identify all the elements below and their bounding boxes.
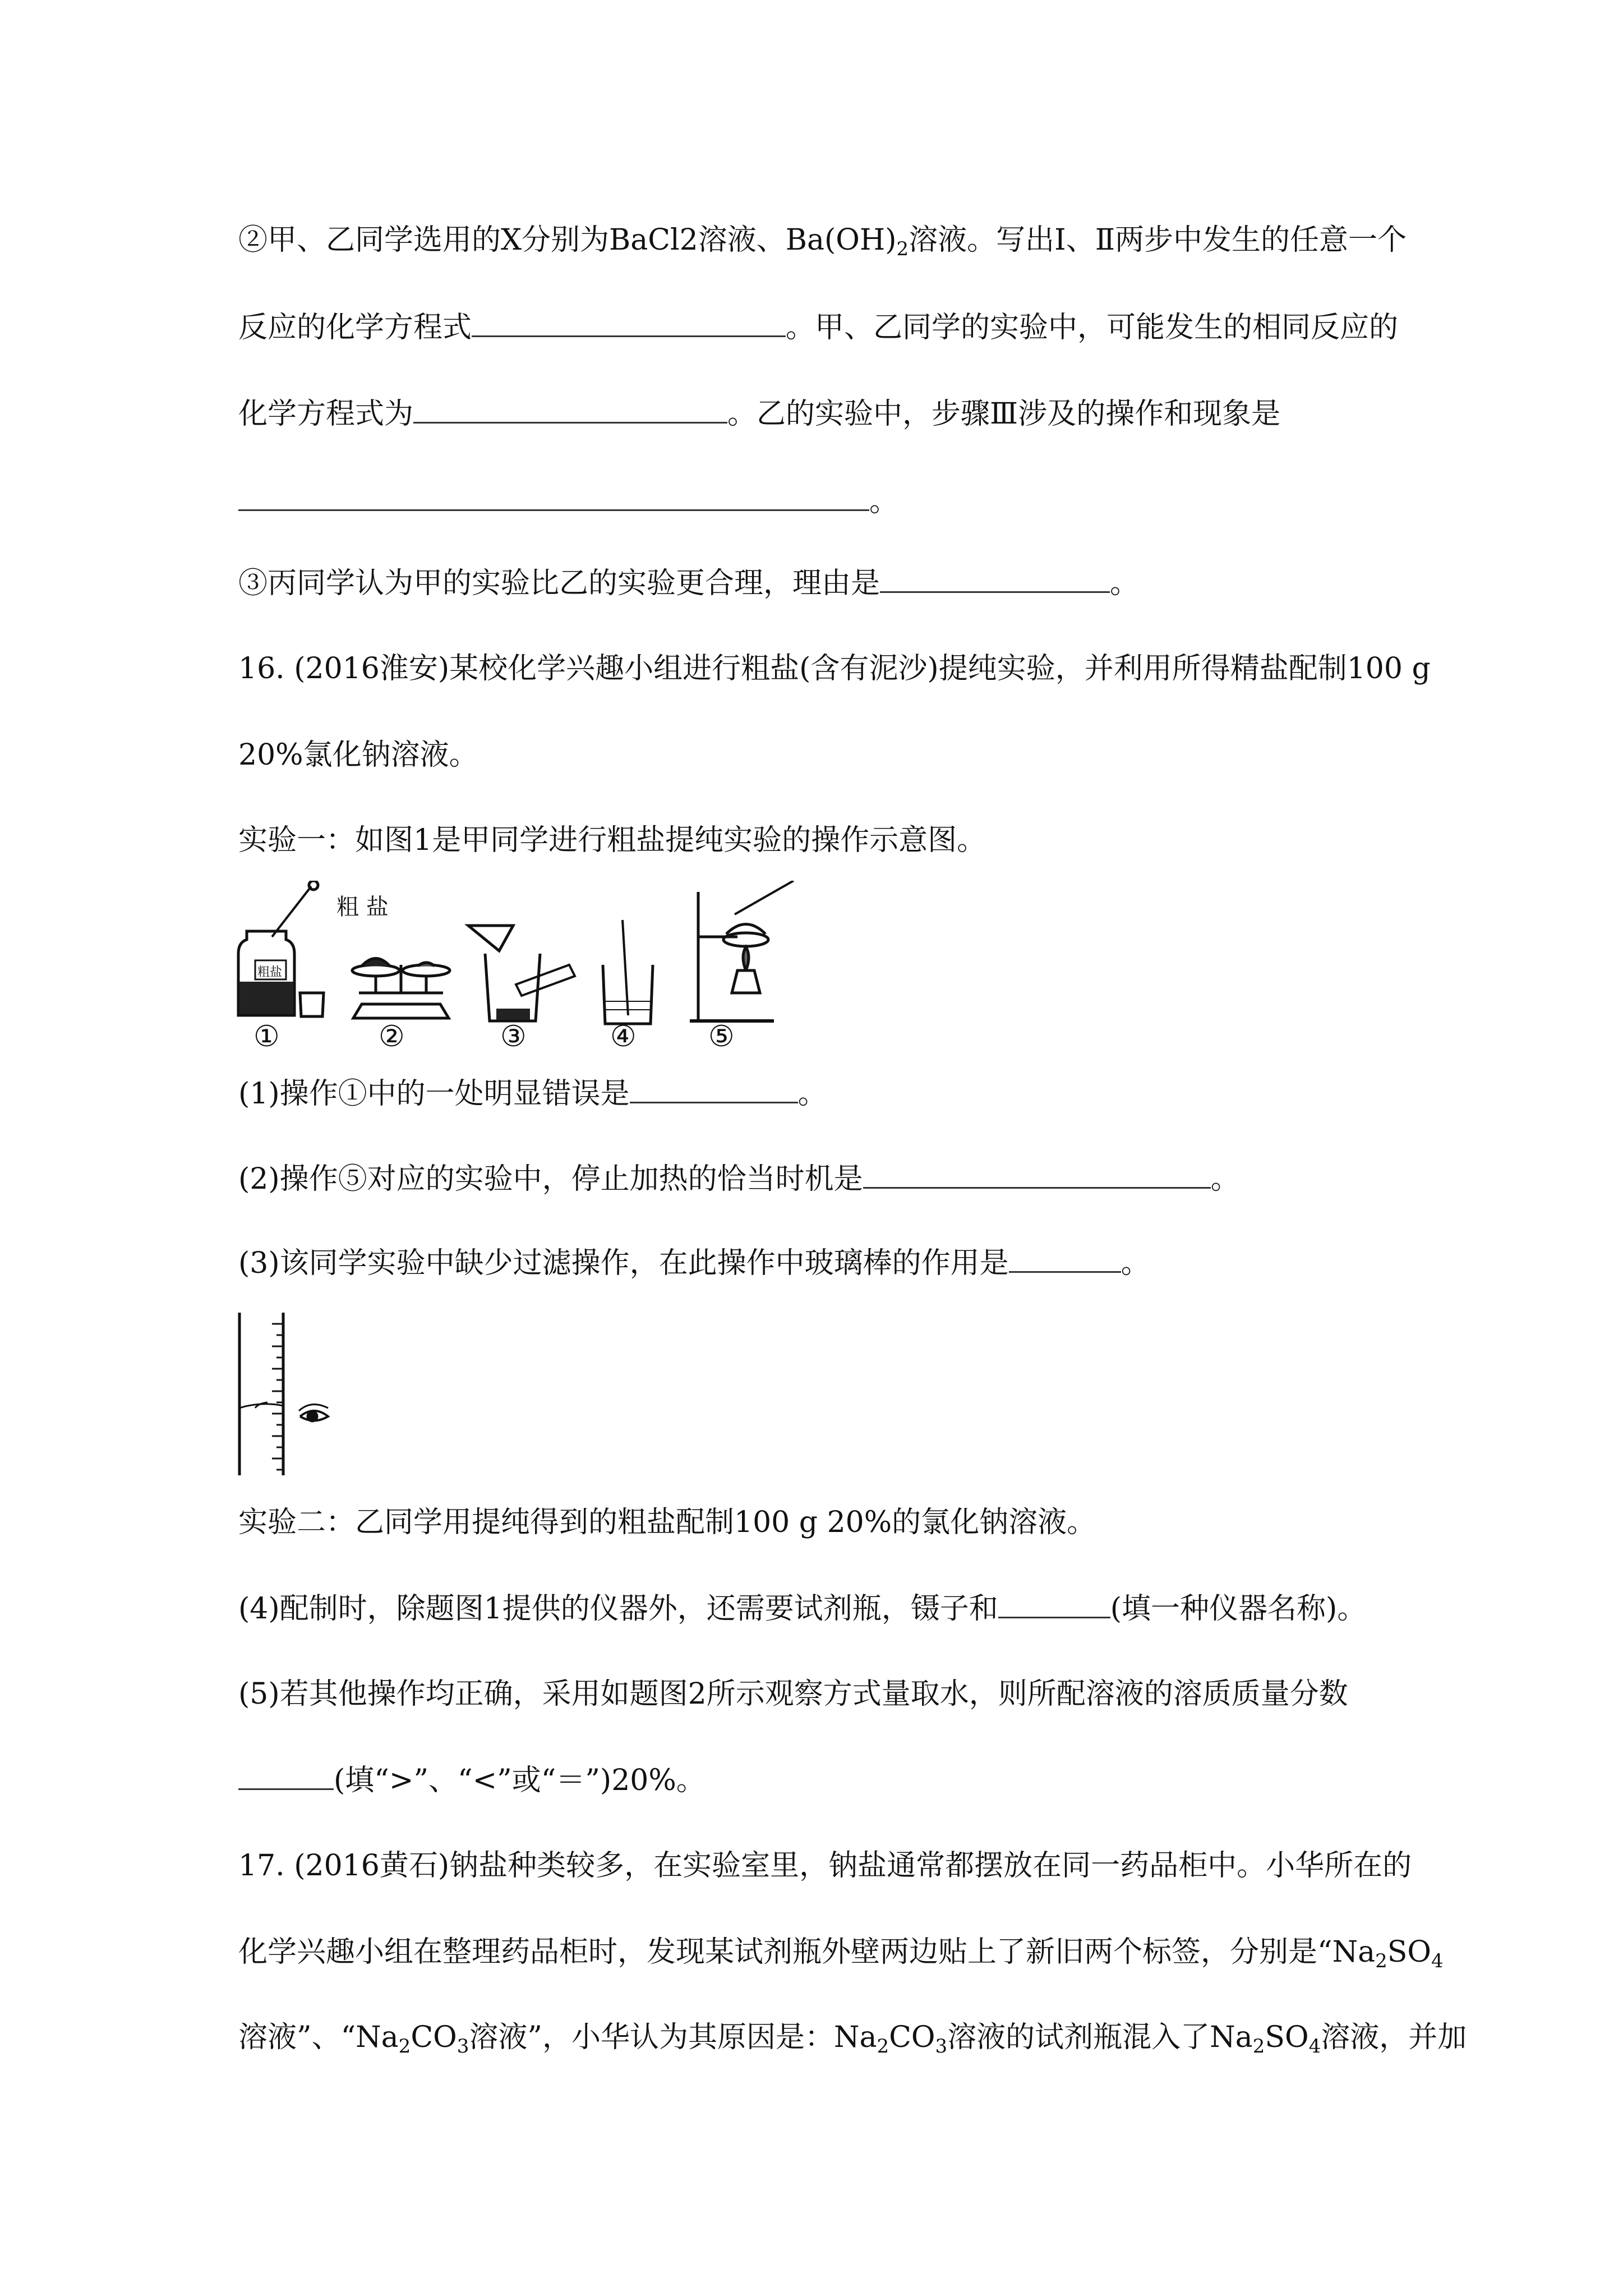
coarse-salt-label: 粗 盐	[336, 894, 389, 920]
answer-blank[interactable]	[880, 567, 1110, 593]
answer-blank[interactable]	[238, 485, 869, 511]
figure1-number-1: ①	[253, 1020, 280, 1053]
figure1-number-2: ②	[379, 1020, 405, 1053]
alcohol-burner	[732, 970, 760, 993]
answer-blank[interactable]	[238, 1764, 334, 1790]
answer-blank[interactable]	[1009, 1246, 1121, 1273]
answer-blank[interactable]	[413, 397, 727, 424]
figure1-number-4: ④	[610, 1020, 637, 1053]
q17-line3: 溶液”、“$Na_2CO_3$溶液”，小华认为其原因是：$Na_2CO_3$溶液的试剂瓶混入了$Na_2SO_4$溶液，并加	[238, 2021, 1467, 2058]
answer-blank[interactable]	[472, 311, 786, 337]
answer-blank[interactable]	[630, 1077, 798, 1103]
answer-blank[interactable]	[863, 1162, 1211, 1189]
spoon	[272, 886, 311, 937]
q16-stem-line2: 20%氯化钠溶液。	[238, 738, 478, 772]
q16-question2: (2)操作⑤对应的实验中，停止加热的恰当时机是 。	[238, 1162, 1240, 1196]
q16-experiment2: 实验二：乙同学用提纯得到的粗盐配制100 g 20%的氯化钠溶液。	[238, 1506, 1096, 1539]
q16-question5-line2: (填“>”、“<”或“＝”)20%。	[238, 1763, 706, 1798]
q15-part2-line4: 。	[238, 484, 898, 519]
q16-question3: (3)该同学实验中缺少过滤操作，在此操作中玻璃棒的作用是 。	[238, 1246, 1150, 1280]
q15-part2-line3: 化学方程式为 。乙的实验中，步骤Ⅲ涉及的操作和现象是	[238, 397, 1281, 431]
q16-experiment1: 实验一：如图1是甲同学进行粗盐提纯实验的操作示意图。	[238, 823, 986, 857]
q15-part3: ③丙同学认为甲的实验比乙的实验更合理，理由是 。	[238, 567, 1140, 600]
q17-line2: 化学兴趣小组在整理药品柜时，发现某试剂瓶外壁两边贴上了新旧两个标签，分别是“$Na_2SO_4$	[238, 1935, 1444, 1972]
answer-blank[interactable]	[998, 1592, 1110, 1618]
q16-stem-line1: 16. (2016淮安)某校化学兴趣小组进行粗盐(含有泥沙)提纯实验，并利用所得精盐配制100 g	[238, 652, 1431, 685]
q16-question5-line1: (5)若其他操作均正确，采用如题图2所示观察方式量取水，则所配溶液的溶质质量分数	[238, 1677, 1348, 1711]
figure2-reading-cylinder	[233, 1307, 356, 1481]
q15-part2-line2: 反应的化学方程式 。甲、乙同学的实验中，可能发生的相同反应的	[238, 311, 1399, 344]
figure1-number-5: ⑤	[708, 1020, 735, 1053]
q15-part2-line1: ②甲、乙同学选用的X分别为BaCl2溶液、$Ba(OH)_2$溶液。写出Ⅰ、Ⅱ两步中发生的任意一个	[238, 223, 1407, 260]
small-cup	[300, 993, 324, 1016]
q16-question1: (1)操作①中的一处明显错误是 。	[238, 1077, 827, 1111]
figure1-number-3: ③	[500, 1020, 527, 1053]
q16-question4: (4)配制时，除题图1提供的仪器外，还需要试剂瓶，镊子和 (填一种仪器名称)。	[238, 1592, 1367, 1626]
jar-label: 粗盐	[257, 965, 283, 979]
q17-line1: 17. (2016黄石)钠盐种类较多，在实验室里，钠盐通常都摆放在同一药品柜中。小华所在的	[238, 1849, 1412, 1883]
